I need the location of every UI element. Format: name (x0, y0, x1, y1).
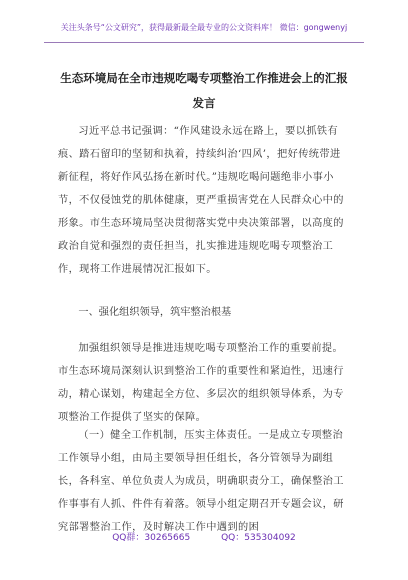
footer-contact (0, 530, 408, 543)
section-heading-1: 一、强化组织领导，筑牢整治根基 (78, 307, 232, 318)
subsection-1-paragraph (58, 424, 348, 539)
subsection-1-lead: （一）健全工作机制，压实主体责任。 (78, 430, 259, 441)
document-title: 生态环境局在全市违规吃喝专项整治工作推进会上的汇报发言 (60, 71, 348, 110)
header-note: 关注头条号“公文研究”，获得最新最全最专业的公文资料库！ 微信：gongwenyj (60, 23, 348, 32)
footer-qq: QQ：535304092 (221, 533, 296, 543)
subsection-1-body: 一是成立专项整治工作领导小组，由局主要领导担任组长，各分管领导为副组长，各科室、单位负责人为成员，明确职责分工，确保整治工作事事有人抓、件件有着落。领导小组定期召开专题会议，研究部署整治工作，及时解决工作中遇到的困 (58, 430, 344, 533)
footer-qq-group: QQ群：30265665 (112, 533, 191, 543)
intro-paragraph: 习近平总书记强调：“作风建设永远在路上，要以抓铁有痕、踏石留印的坚韧和执着，持续纠治‘四风’，把好传统带进新征程，将好作风弘扬在新时代。”违规吃喝问题绝非小事小节，不仅侵蚀党的肌体健康，更严重损害党在人民群众心中的形象。市生态环境局坚决贯彻落实党中央决策部署，以高度的政治自觉和强烈的责任担当，扎实推进违规吃喝专项整治工作，现将工作进展情况汇报如下。 (58, 126, 344, 275)
header-divider (44, 42, 364, 43)
section-1-paragraph: 加强组织领导是推进违规吃喝专项整治工作的重要前提。市生态环境局深刻认识到整治工作的重要性和紧迫性，迅速行动，精心谋划，构建起全方位、多层次的组织领导体系，为专项整治工作提供了坚实的保障。 (58, 343, 344, 423)
